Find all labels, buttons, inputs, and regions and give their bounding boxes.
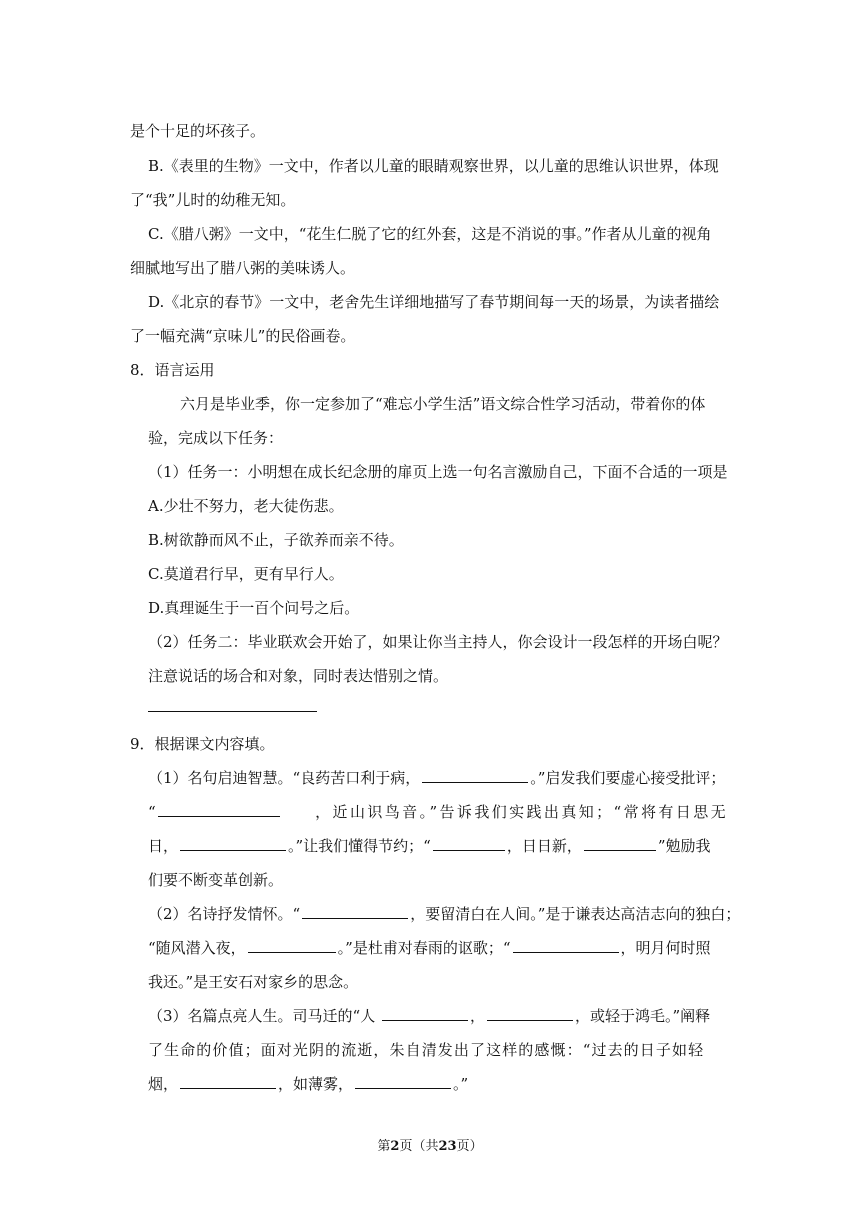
fill-1-line-1 <box>148 768 725 788</box>
fill-2-line-2 <box>148 938 711 958</box>
fill-text: 。”是杜甫对春雨的讴歌；“ <box>337 939 511 957</box>
fill-text: ， <box>470 1007 486 1025</box>
task-1-option-a: A.少壮不努力，老大徒伤悲。 <box>148 497 344 515</box>
question-8-intro-2: 验，完成以下任务： <box>148 429 284 447</box>
answer-blank <box>355 1074 451 1089</box>
footer-text: 第 <box>377 1139 391 1154</box>
fill-1-line-3 <box>148 836 711 856</box>
answer-blank <box>302 904 408 919</box>
answer-blank <box>487 1006 573 1021</box>
fill-1-line-2 <box>148 802 728 822</box>
option-d-line-1: D.《北京的春节》一文中，老舍先生详细地描写了春节期间每一天的场景，为读者描绘 <box>148 293 720 311</box>
question-8-intro-1: 六月是毕业季，你一定参加了“难忘小学生活”语文综合性学习活动，带着你的体 <box>180 395 706 413</box>
question-8-title: 8．语言运用 <box>130 361 215 379</box>
fill-text: （2）名诗抒发情怀。“ <box>148 905 301 923</box>
footer-text: 页（共 <box>399 1139 439 1154</box>
option-c-line-2: 细腻地写出了腊八粥的美味诱人。 <box>130 259 356 277</box>
fill-3-line-1 <box>148 1006 710 1026</box>
page-number: 2 <box>390 1139 400 1154</box>
fill-text: 。” <box>453 1075 469 1093</box>
fill-text: ，如薄雾， <box>278 1075 354 1093</box>
fill-1-line-4: 们要不断变革创新。 <box>148 871 284 889</box>
task-1-option-d: D.真理诞生于一百个问号之后。 <box>148 599 360 617</box>
task-2-prompt-2: 注意说话的场合和对象，同时表达惜别之情。 <box>148 667 449 685</box>
fill-text: （1）名句启迪智慧。“良药苦口利于病， <box>148 769 421 787</box>
fill-text: ，或轻于鸿毛。”阐释 <box>575 1007 711 1025</box>
fill-2-line-3: 我还。”是王安石对家乡的思念。 <box>148 973 359 991</box>
answer-blank <box>513 938 619 953</box>
fill-text: 。”启发我们要虚心接受批评； <box>530 769 726 787</box>
answer-blank <box>180 836 286 851</box>
option-c-line-1: C.《腊八粥》一文中，“花生仁脱了它的红外套，这是不消说的事。”作者从儿童的视角 <box>148 225 712 243</box>
answer-blank <box>180 1074 276 1089</box>
answer-blank <box>433 836 505 851</box>
fill-text: 烟， <box>148 1075 179 1093</box>
fill-text: ，近山识鸟音。”告诉我们实践出真知；“常将有日思无 <box>315 803 728 821</box>
page-footer <box>0 1138 860 1156</box>
total-pages: 23 <box>438 1139 457 1154</box>
answer-blank <box>422 768 528 783</box>
task-1-option-b: B.树欲静而风不止，子欲养而亲不待。 <box>148 531 404 549</box>
fill-text: 日， <box>148 837 179 855</box>
text-line: 是个十足的坏孩子。 <box>130 122 266 140</box>
answer-blank <box>584 836 656 851</box>
task-1-option-c: C.莫道君行早，更有早行人。 <box>148 565 344 583</box>
fill-text: ”勉励我 <box>657 837 711 855</box>
fill-text: ，日日新， <box>506 837 582 855</box>
task-1-prompt: （1）任务一：小明想在成长纪念册的扉页上选一句名言激励自己，下面不合适的一项是 <box>148 463 728 481</box>
fill-text: （3）名篇点亮人生。司马迁的“人 <box>148 1007 376 1025</box>
option-b-line-2: 了“我”儿时的幼稚无知。 <box>130 191 296 209</box>
question-9-title: 9．根据课文内容填。 <box>130 735 275 753</box>
fill-text: “ <box>148 802 282 822</box>
fill-3-line-2: 了生命的价值；面对光阴的流逝，朱自清发出了这样的感慨：“过去的日子如轻 <box>148 1041 705 1059</box>
fill-text: “随风潜入夜， <box>148 939 246 957</box>
fill-2-line-1 <box>148 904 740 924</box>
fill-text: 。”让我们懂得节约；“ <box>288 837 431 855</box>
option-b-line-1: B.《表里的生物》一文中，作者以儿童的眼睛观察世界，以儿童的思维认识世界，体现 <box>148 157 719 175</box>
fill-text: ，明月何时照 <box>620 939 711 957</box>
answer-blank <box>248 938 336 953</box>
task-2-prompt-1: （2）任务二：毕业联欢会开始了，如果让你当主持人，你会设计一段怎样的开场白呢？ <box>148 633 728 651</box>
fill-3-line-3 <box>148 1074 468 1094</box>
option-d-line-2: 了一幅充满“京味儿”的民俗画卷。 <box>130 327 356 345</box>
footer-text: 页） <box>456 1139 483 1154</box>
answer-blank <box>158 802 280 817</box>
answer-blank <box>382 1006 468 1021</box>
answer-blank-task-2 <box>148 711 317 712</box>
fill-text: ，要留清白在人间。”是于谦表达高洁志向的独白； <box>410 905 741 923</box>
